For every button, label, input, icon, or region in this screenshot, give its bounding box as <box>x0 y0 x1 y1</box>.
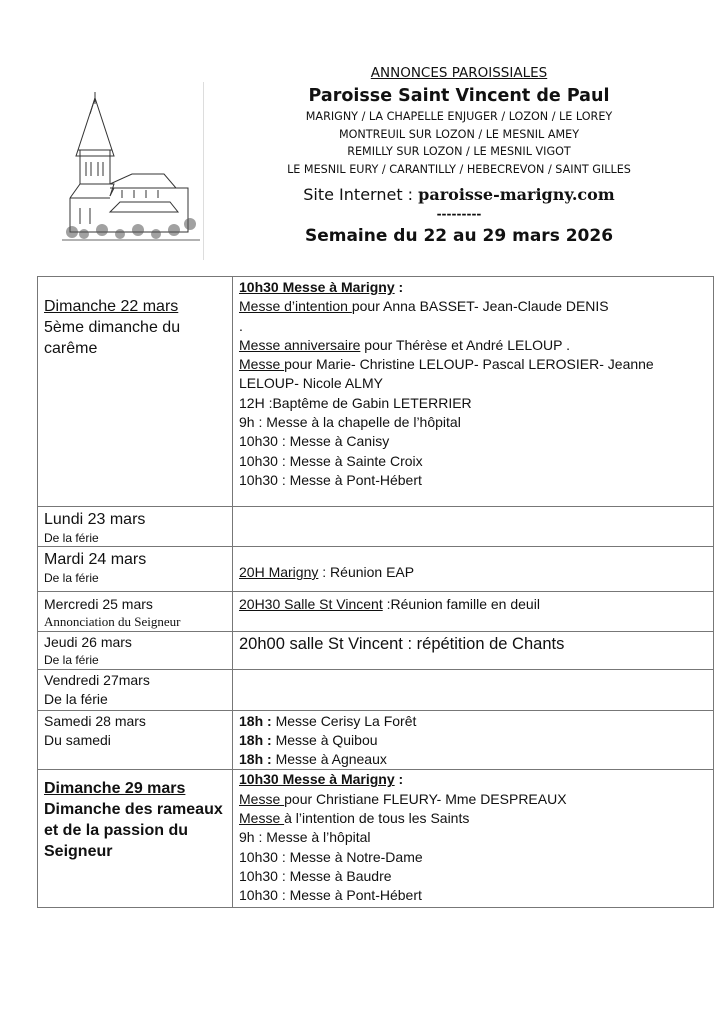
schedule-table <box>37 276 714 908</box>
villages-line: REMILLY SUR LOZON / LE MESNIL VIGOT <box>347 145 571 159</box>
day-cell <box>38 770 233 908</box>
table-row <box>38 277 714 507</box>
event-text: 9h : Messe à la chapelle de l’hôpital <box>239 414 461 431</box>
event-text: 9h : Messe à l’hôpital <box>239 829 371 846</box>
event-text: 10h30 : Messe à Baudre <box>239 867 392 884</box>
table-row <box>38 670 714 711</box>
day-subtitle: De la férie <box>44 531 99 545</box>
event-heading: 10h30 Messe à Marigny <box>239 279 395 295</box>
event-time: 18h : <box>239 731 272 748</box>
day-label: Mercredi 25 mars <box>44 596 153 612</box>
event-text: Messe Cerisy La Forêt <box>271 712 417 729</box>
day-label: Mardi 24 mars <box>44 551 147 568</box>
day-subtitle: Du samedi <box>44 731 111 748</box>
website-link[interactable]: paroisse-marigny.com <box>418 185 615 205</box>
event-text: pour Anna BASSET- Jean-Claude DENIS <box>351 298 609 315</box>
day-subtitle: De la férie <box>44 691 108 708</box>
table-row <box>38 592 714 632</box>
event-type: Messe <box>239 356 285 373</box>
event-text: LELOUP- Nicole ALMY <box>239 375 383 392</box>
events-cell <box>233 507 714 547</box>
website-label: Site Internet : <box>303 185 419 205</box>
separator: --------- <box>436 207 482 222</box>
event-text: 12H :Baptême de Gabin LETERRIER <box>239 394 472 411</box>
event-text: pour Christiane FLEURY- Mme DESPREAUX <box>284 790 567 807</box>
event-heading: 20H Marigny <box>239 564 319 580</box>
church-drawing-icon <box>58 84 204 260</box>
day-subtitle: Seigneur <box>44 843 113 861</box>
table-row <box>38 547 714 592</box>
events-cell <box>233 710 714 770</box>
day-subtitle: 5ème dimanche du <box>44 319 181 336</box>
event-time: 18h : <box>239 751 272 768</box>
page-header <box>262 62 656 250</box>
event-text: 20h00 salle St Vincent : répétition de Chants <box>239 635 565 653</box>
event-text: à l’intention de tous les Saints <box>284 810 470 827</box>
day-subtitle: carême <box>44 340 98 357</box>
event-type: Messe d’intention <box>239 298 352 315</box>
villages-line: MARIGNY / LA CHAPELLE ENJUGER / LOZON / LE LOREY <box>305 110 613 123</box>
event-heading-suffix: : <box>394 279 404 295</box>
day-subtitle: De la férie <box>44 571 99 585</box>
day-subtitle: Annonciation du Seigneur <box>44 614 181 630</box>
document-title: ANNONCES PAROISSIALES <box>370 65 548 81</box>
day-label: Dimanche 29 mars <box>44 780 186 798</box>
week-heading: Semaine du 22 au 29 mars 2026 <box>304 226 614 247</box>
event-time: 18h : <box>239 712 272 729</box>
events-cell <box>233 770 714 908</box>
day-label: Vendredi 27mars <box>44 672 150 688</box>
villages-line: LE MESNIL EURY / CARANTILLY / HEBECREVON / SAINT GILLES <box>287 162 631 176</box>
day-subtitle: et de la passion du <box>44 822 189 840</box>
parish-name: Paroisse Saint Vincent de Paul <box>308 86 610 106</box>
day-cell <box>38 710 233 770</box>
event-text: pour Marie- Christine LELOUP- Pascal LEROSIER- Jeanne <box>284 356 654 373</box>
event-type: Messe <box>239 790 285 807</box>
day-cell <box>38 507 233 547</box>
day-cell <box>38 547 233 592</box>
day-cell <box>38 670 233 711</box>
day-subtitle: Dimanche des rameaux <box>44 801 223 819</box>
events-cell <box>233 632 714 670</box>
event-text: Messe à Quibou <box>271 731 378 748</box>
event-text: Messe à Agneaux <box>271 751 387 768</box>
event-text: : Réunion EAP <box>318 564 415 580</box>
event-heading: 20H30 Salle St Vincent <box>239 596 383 612</box>
event-text: pour Thérèse et André LELOUP . <box>360 336 571 353</box>
day-cell <box>38 277 233 507</box>
events-cell <box>233 670 714 711</box>
day-cell <box>38 632 233 670</box>
day-label: Samedi 28 mars <box>44 712 146 729</box>
event-text: 10h30 : Messe à Sainte Croix <box>239 452 423 469</box>
villages-line: MONTREUIL SUR LOZON / LE MESNIL AMEY <box>338 127 580 141</box>
event-type: Messe anniversaire <box>239 336 361 353</box>
table-row <box>38 632 714 670</box>
day-label: Jeudi 26 mars <box>44 634 132 650</box>
day-label: Dimanche 22 mars <box>44 298 179 315</box>
events-cell <box>233 277 714 507</box>
events-cell <box>233 592 714 632</box>
event-heading-suffix: : <box>394 771 404 788</box>
event-text: :Réunion famille en deuil <box>382 596 540 612</box>
event-text: 10h30 : Messe à Pont-Hébert <box>239 887 422 904</box>
table-row <box>38 710 714 770</box>
day-cell <box>38 592 233 632</box>
event-text: 10h30 : Messe à Notre-Dame <box>239 848 423 865</box>
events-cell <box>233 547 714 592</box>
day-label: Lundi 23 mars <box>44 511 146 528</box>
event-text: 10h30 : Messe à Canisy <box>239 433 390 450</box>
event-type: Messe <box>239 810 285 827</box>
table-row <box>38 507 714 547</box>
logo-divider <box>203 82 204 260</box>
day-subtitle: De la férie <box>44 653 99 668</box>
table-row <box>38 770 714 908</box>
event-heading: 10h30 Messe à Marigny <box>239 771 395 788</box>
event-text: . <box>239 317 243 334</box>
website-line <box>262 182 656 208</box>
event-text: 10h30 : Messe à Pont-Hébert <box>239 471 422 488</box>
